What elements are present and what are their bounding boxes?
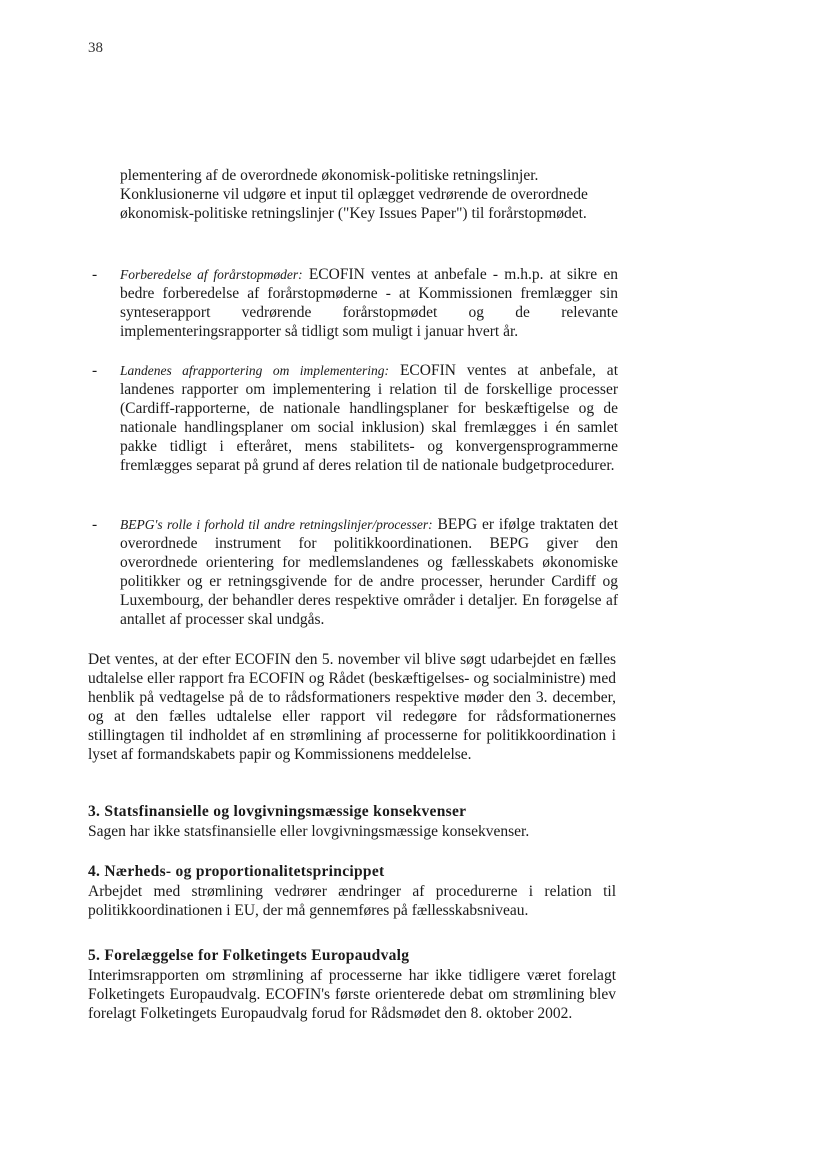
main-paragraph-text: Det ventes, at der efter ECOFIN den 5. november vil blive søgt udarbejdet en fælles udtalelse eller rapport fra ECOFIN og Rådet (beskæftigelses- og socialministre) med henblik på vedtagelse på de to rådsformationers respektive møder den 3. december, og at den fælles udtalelse eller rapport vil redegøre for rådsformationernes stillingtagen til indholdet af en strømlining af processerne for politikkoordination i lyset af formandskabets papir og Kommissionens meddelelse. — [88, 651, 616, 763]
bullet-body — [120, 361, 618, 475]
section-committee — [88, 946, 616, 1023]
bullet-body — [120, 515, 618, 629]
bullet-dash: - — [92, 362, 98, 379]
bullet-lead: Landenes afrapportering om implementering: — [120, 363, 390, 378]
section-body: Sagen har ikke statsfinansielle eller lovgivningsmæssige konsekvenser. — [88, 823, 530, 840]
section-heading: 4. Nærheds- og proportionalitetsprincippet — [88, 863, 385, 880]
intro-paragraph — [120, 166, 616, 223]
bullet-item — [88, 515, 618, 629]
bullet-item — [88, 361, 618, 475]
bullet-dash: - — [92, 516, 98, 533]
section-subsidiarity — [88, 862, 616, 920]
bullet-text: BEPG er ifølge traktaten det overordnede instrument for politikkoordinationen. BEPG giver den overordnede orientering for medlemslandenes og fællesskabets økonomiske politikker og er retningsgivende for de andre processer, herunder Cardiff og Luxembourg, der behandler deres respektive områder i detaljer. En forøgelse af antallet af processer skal undgås. — [120, 516, 618, 628]
main-paragraph — [88, 650, 616, 764]
section-heading: 3. Statsfinansielle og lovgivningsmæssige konsekvenser — [88, 803, 467, 820]
section-heading: 5. Forelæggelse for Folketingets Europaudvalg — [88, 947, 410, 964]
bullet-text: ECOFIN ventes at anbefale - m.h.p. at sikre en bedre forberedelse af forårstopmøderne - at Kommissionen fremlægger sin synteserapport vedrørende forårstopmødet og de relevante implementeringsrapporter så tidligt som muligt i januar hvert år. — [120, 266, 618, 340]
section-body: Interimsrapporten om strømlining af processerne har ikke tidligere været forelagt Folketingets Europaudvalg. ECOFIN's første orienterede debat om strømlining blev forelagt Folketingets Europaudvalg forud for Rådsmødet den 8. oktober 2002. — [88, 967, 616, 1022]
bullet-dash: - — [92, 266, 98, 283]
section-body: Arbejdet med strømlining vedrører ændringer af procedurerne i relation til politikkoordinationen i EU, der må gennemføres på fællesskabsniveau. — [88, 883, 616, 919]
bullet-body — [120, 265, 618, 341]
page-number: 38 — [88, 40, 103, 56]
bullet-lead: Forberedelse af forårstopmøder: — [120, 267, 303, 282]
intro-paragraph-text: plementering af de overordnede økonomisk-politiske retningslinjer. Konklusionerne vil udgøre et input til oplægget vedrørende de overordnede økonomisk-politiske retningslinjer ("Key Issues Paper") til forårstopmødet. — [120, 167, 588, 222]
section-consequences — [88, 802, 616, 841]
bullet-lead: BEPG's rolle i forhold til andre retningslinjer/processer: — [120, 517, 433, 532]
bullet-text: ECOFIN ventes at anbefale, at landenes rapporter om implementering i relation til de forskellige processer (Cardiff-rapporterne, de nationale handlingsplaner for beskæftigelse og de nationale handlingsplaner om social inklusion) skal fremlægges i én samlet pakke tidligt i efteråret, mens stabilitets- og konvergensprogrammerne fremlægges separat på grund af deres relation til de nationale budgetprocedurer. — [120, 362, 618, 474]
bullet-item — [88, 265, 618, 341]
